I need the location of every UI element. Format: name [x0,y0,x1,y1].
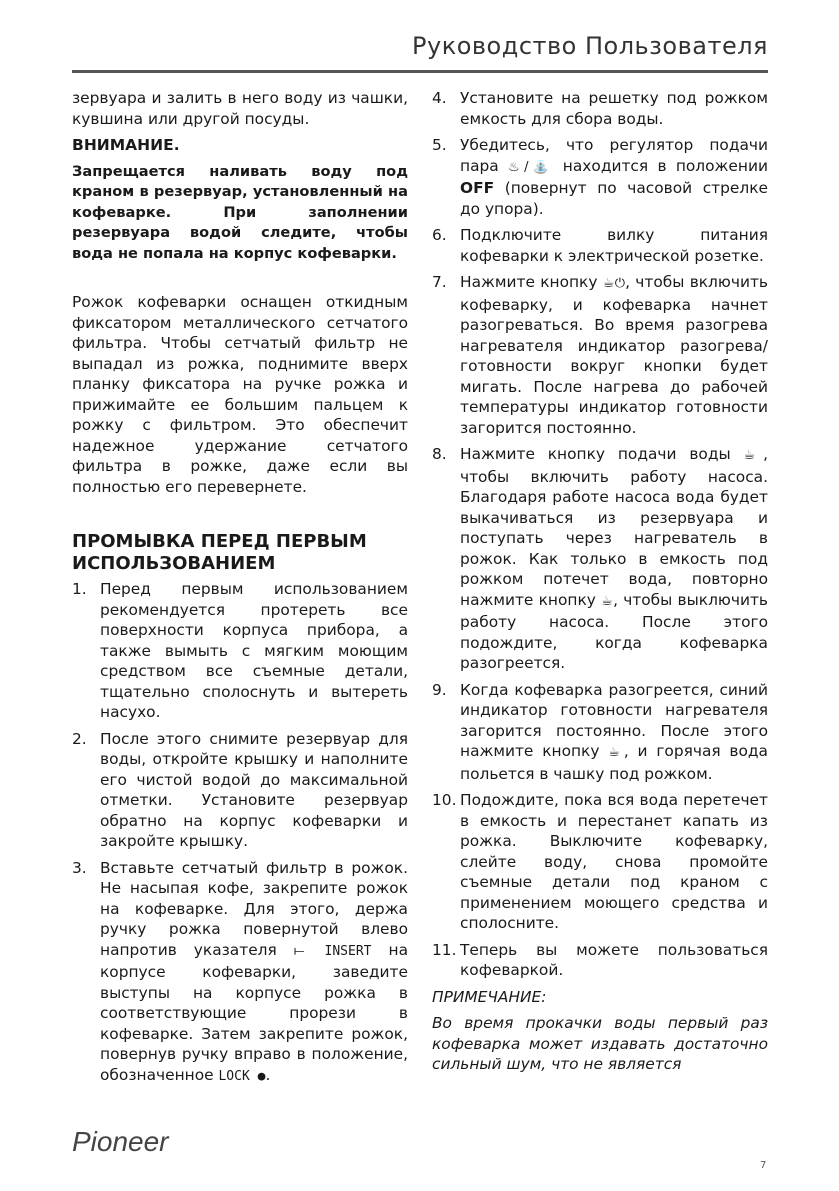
filter-paragraph: Рожок кофеварки оснащен откидным фиксатором металлического сетчатого фильтра. Чтобы сетчатый фильтр не выпадал из рожка, поднимите вверх планку фиксатора на ручке рожка и прижимайте ее большим пальцем к рожку с фильтром. Это обеспечит надежное удержание сетчатого фильтра в рожке, даже если вы полностью его перевернете. [72,293,408,496]
steps-list-left [72,579,408,1087]
list-item [432,135,768,219]
step-text [100,858,408,1088]
step-text [460,444,768,674]
left-column [72,88,408,1093]
step-text: После этого снимите резервуар для воды, откройте крышку и наполните его чистой водой до максимальной отметки. Установите резервуар обратно на корпус кофеварки и закройте крышку. [100,729,408,850]
step7-text-b: , чтобы включить кофеварку, и кофеварка начнет разогреваться. Во время разогрева нагревателя индикатор разогрева/готовности вокруг кнопки будет мигать. После нагрева до рабочей температуры индикатор готовности загорится постоянно. [460,273,768,437]
water-cup-icon: ☕ [601,593,614,609]
step9-text-b: , и горячая вода польется в чашку под рожком. [460,742,768,783]
water-cup-icon: ☕ [608,745,624,760]
step9-text-a: Когда кофеварка разогреется, синий индикатор готовности нагревателя загорится постоянно. После этого нажмите кнопку [460,680,768,760]
step-number: 5. [432,136,447,154]
water-cup-icon: ☕ [743,448,764,463]
list-item [72,858,408,1088]
step-number: 3. [72,858,87,877]
step-number: 7. [432,273,447,291]
step-number: 9. [432,680,447,699]
step-text: Теперь вы можете пользоваться кофеваркой. [460,940,768,979]
step-number: 4. [432,89,447,107]
step-text [460,272,768,438]
step-number: 2. [72,729,87,748]
list-item [432,272,768,438]
warning-title: ВНИМАНИЕ. [72,136,180,154]
step3-text-a: Вставьте сетчатый фильтр в рожок. Не насыпая кофе, закрепите рожок на кофеварке. Для этого, держа ручку рожка повернутой влево напротив указателя [100,858,408,959]
step-text: Подключите вилку питания кофеварки к электрической розетке. [460,226,768,265]
step3-end: . [265,1065,271,1084]
list-item [432,940,768,981]
step3-text-b: на корпусе кофеварки, заведите выступы на корпусе рожка в соответствующие прорези в кофеварке. Затем закрепите рожок, повернув ручку вправо в положение, обозначенное [100,940,409,1084]
list-item [432,444,768,674]
list-item [432,790,768,934]
section-title: ПРОМЫВКА ПЕРЕД ПЕРВЫМ ИСПОЛЬЗОВАНИЕМ [72,531,367,574]
list-item [432,88,768,129]
header-divider [72,70,768,73]
warning-text: Запрещается наливать воду под краном в резервуар, установленный на кофеварке. При заполнении резервуара водой следите, чтобы вода не попала на корпус кофеварки. [72,162,408,262]
right-column [432,88,768,1075]
step5-text-c: (повернут по часовой стрелке до упора). [460,179,768,218]
step7-text-a: Нажмите кнопку [460,273,598,291]
step8-text-a: Нажмите кнопку подачи воды [460,445,731,463]
steam-icon: ♨/⛲ [508,159,554,175]
step-number: 1. [72,580,87,598]
list-item [432,225,768,266]
power-icon: ☕⏻ [602,276,626,291]
step-text [460,680,768,785]
step-text: Подождите, пока вся вода перетечет в емкость и перестанет капать из рожка. Выключите кофеварку, слейте воду, снова промойте съемные детали под краном с применением моющего средства и сполосните. [460,791,768,932]
page-header-title: Руководство Пользователя [412,32,768,60]
step-number: 11. [432,940,457,959]
insert-indicator-icon: ⟝ INSERT [293,943,372,959]
intro-text: зервуара и залить в него воду из чашки, кувшина или другой посуды. [72,89,408,128]
step5-text-b: находится в положении [562,156,768,175]
step-text: Установите на решетку под рожком емкость для сбора воды. [460,89,768,128]
steps-list-right [432,88,768,981]
list-item [72,729,408,852]
page-number: 7 [760,1160,767,1171]
lock-indicator-icon: LOCK ● [218,1068,266,1084]
step-number: 6. [432,226,447,244]
list-item [432,680,768,785]
step8-text-b: , чтобы включить работу насоса. Благодаря работе насоса вода будет выкачиваться из резервуара и поступать через нагреватель в рожок. Как только в емкость под рожком потечет вода, повторно нажмите кнопку [460,445,768,609]
step-number: 8. [432,445,447,463]
note-title: ПРИМЕЧАНИЕ: [432,987,547,1006]
step-text: Перед первым использованием рекомендуется протереть все поверхности корпуса прибора, а также вымыть с мягким моющим средством все съемные детали, тщательно сполоснуть и вытереть насухо. [100,580,408,721]
step-text [460,135,768,219]
off-label: OFF [460,179,495,197]
step8-text-c: , чтобы выключить работу насоса. После этого подождите, когда кофеварка разогреется. [460,590,768,672]
brand-logo: Pioneer [72,1126,169,1157]
list-item [72,579,408,723]
step-number: 10. [432,791,457,809]
note-text: Во время прокачки воды первый раз кофеварка может издавать достаточно сильный шум, что не является [432,1014,768,1073]
step5-text-a: Убедитесь, что регулятор подачи пара [460,136,768,175]
